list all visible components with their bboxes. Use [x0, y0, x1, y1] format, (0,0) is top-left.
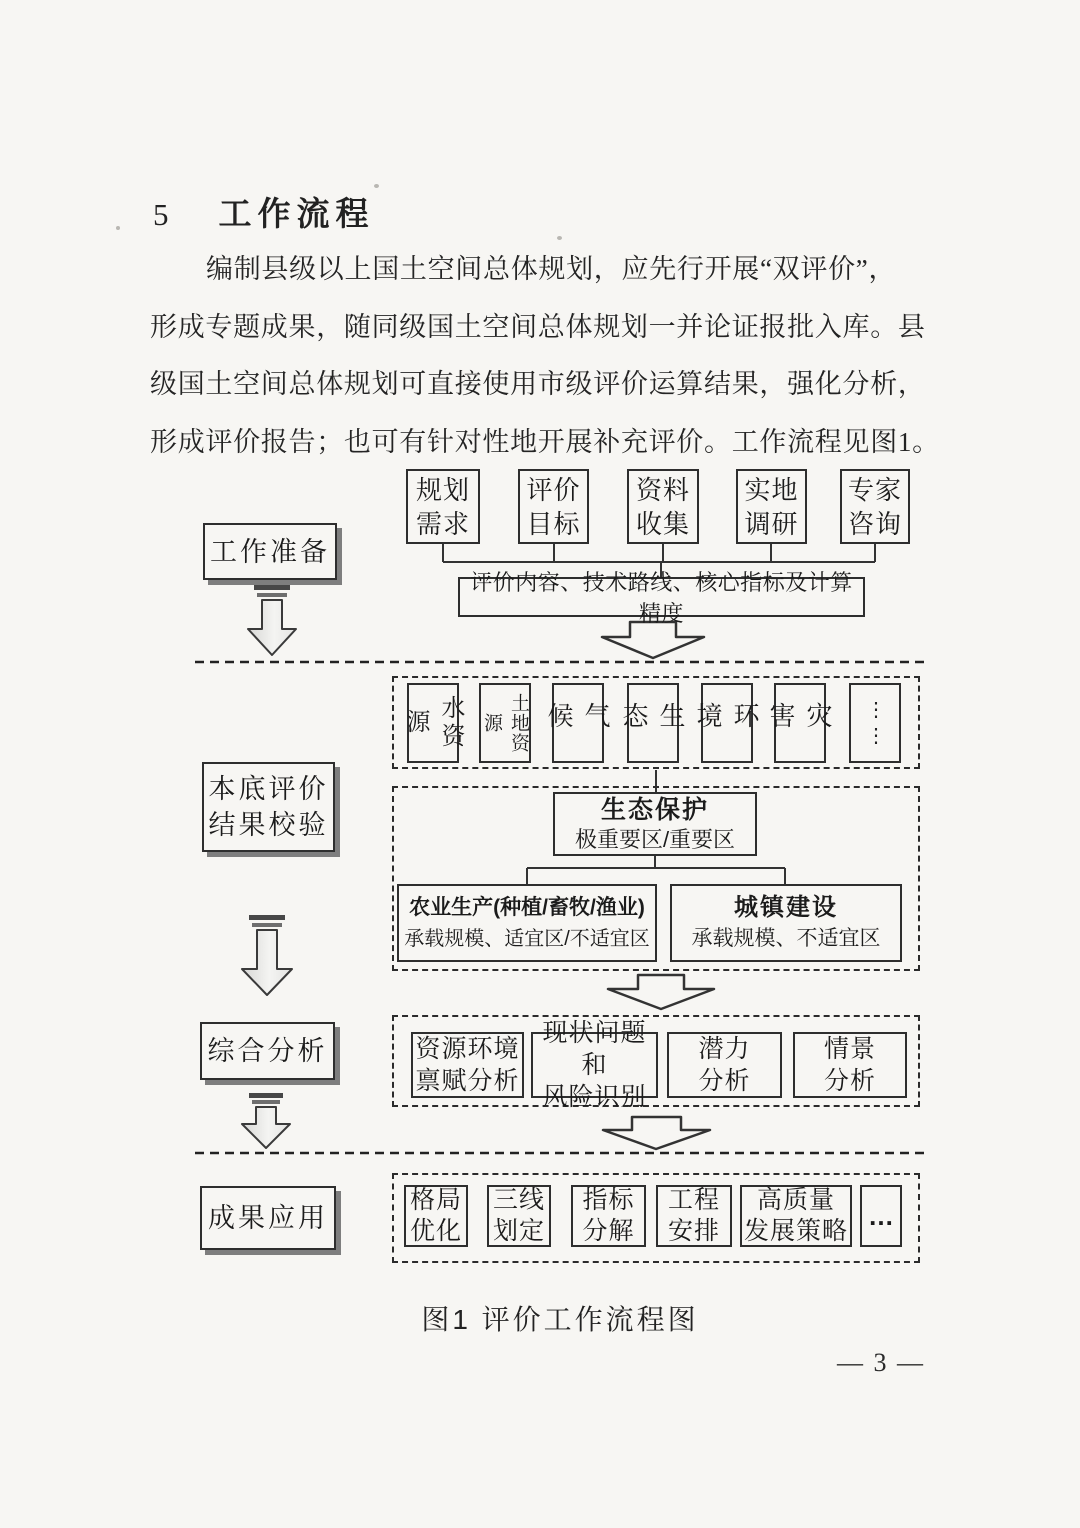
factor-box-disaster: 灾害: [774, 683, 826, 763]
section-number: 5: [153, 197, 169, 232]
application-box-pattern-optimization: 格局 优化: [404, 1185, 468, 1247]
down-striped-arrow-icon: [248, 585, 296, 655]
stage-label: 工作准备: [210, 536, 330, 567]
factor-box-ecology: 生态: [627, 683, 679, 763]
prep-summary-box: 评价内容、技术路线、核心指标及计算精度: [458, 577, 865, 617]
application-box-engineering-arrangement: 工程 安排: [656, 1185, 732, 1247]
eco-protection-box: 生态保护 极重要区/重要区: [553, 792, 757, 856]
section-title: 工作流程: [218, 195, 375, 232]
analysis-box-endowment: 资源环境 禀赋分析: [411, 1032, 524, 1098]
urban-construction-box: 城镇建设 承载规模、不适宜区: [670, 884, 902, 962]
paragraph-line: 级国土空间总体规划可直接使用市级评价运算结果，强化分析，: [150, 369, 926, 399]
down-block-arrow-icon: [608, 975, 714, 1009]
paragraph-line: 形成专题成果，随同级国土空间总体规划一并论证报批入库。县: [150, 312, 926, 342]
factor-box-ellipsis: ⋮⋮: [849, 683, 901, 763]
down-striped-arrow-icon: [242, 1093, 290, 1148]
stage-box-preparation: [203, 523, 337, 580]
application-box-indicator-decomposition: 指标 分解: [571, 1185, 646, 1247]
stage-label: 本底评价: [208, 774, 329, 804]
input-box-planning-needs: 规划 需求: [406, 469, 480, 544]
stage-box-comprehensive-analysis: [200, 1022, 335, 1080]
stage-box-base-evaluation: [202, 762, 335, 852]
agriculture-production-box: 农业生产(种植/畜牧/渔业) 承载规模、适宜区/不适宜区: [397, 884, 657, 962]
scan-speck: [557, 236, 562, 240]
figure-caption: 图1 评价工作流程图: [421, 1304, 699, 1335]
input-box-evaluation-goals: 评价 目标: [518, 469, 589, 544]
application-box-high-quality-strategy: 高质量 发展策略: [740, 1185, 852, 1247]
scan-speck: [116, 226, 120, 230]
page-number: — 3 —: [837, 1348, 925, 1377]
input-box-field-survey: 实地 调研: [736, 469, 807, 544]
analysis-box-risk-identification: 现状问题和 风险识别: [531, 1032, 658, 1098]
application-box-ellipsis: …: [860, 1185, 902, 1247]
stage-label: 成果应用: [208, 1203, 328, 1233]
scan-speck: [374, 184, 379, 188]
application-box-three-lines: 三线 划定: [487, 1185, 551, 1247]
analysis-box-potential: 潜力 分析: [667, 1032, 782, 1098]
factor-box-water-resources: 水资源: [407, 683, 459, 763]
factor-box-climate: 气候: [552, 683, 604, 763]
stage-box-result-application: [200, 1186, 336, 1250]
factor-box-land-resources: 土地资源: [479, 683, 531, 763]
factor-box-environment: 环境: [701, 683, 753, 763]
down-striped-arrow-icon: [242, 915, 292, 995]
down-block-arrow-icon: [603, 1117, 710, 1149]
stage-label: 结果校验: [208, 810, 329, 840]
paragraph-line: 形成评价报告；也可有针对性地开展补充评价。工作流程见图1。: [150, 427, 940, 457]
input-box-data-collection: 资料 收集: [627, 469, 699, 544]
analysis-box-scenario: 情景 分析: [793, 1032, 907, 1098]
stage-label: 综合分析: [207, 1036, 328, 1066]
input-box-expert-consultation: 专家 咨询: [840, 469, 910, 544]
paragraph-line: 编制县级以上国土空间总体规划，应先行开展“双评价”，: [206, 254, 897, 284]
